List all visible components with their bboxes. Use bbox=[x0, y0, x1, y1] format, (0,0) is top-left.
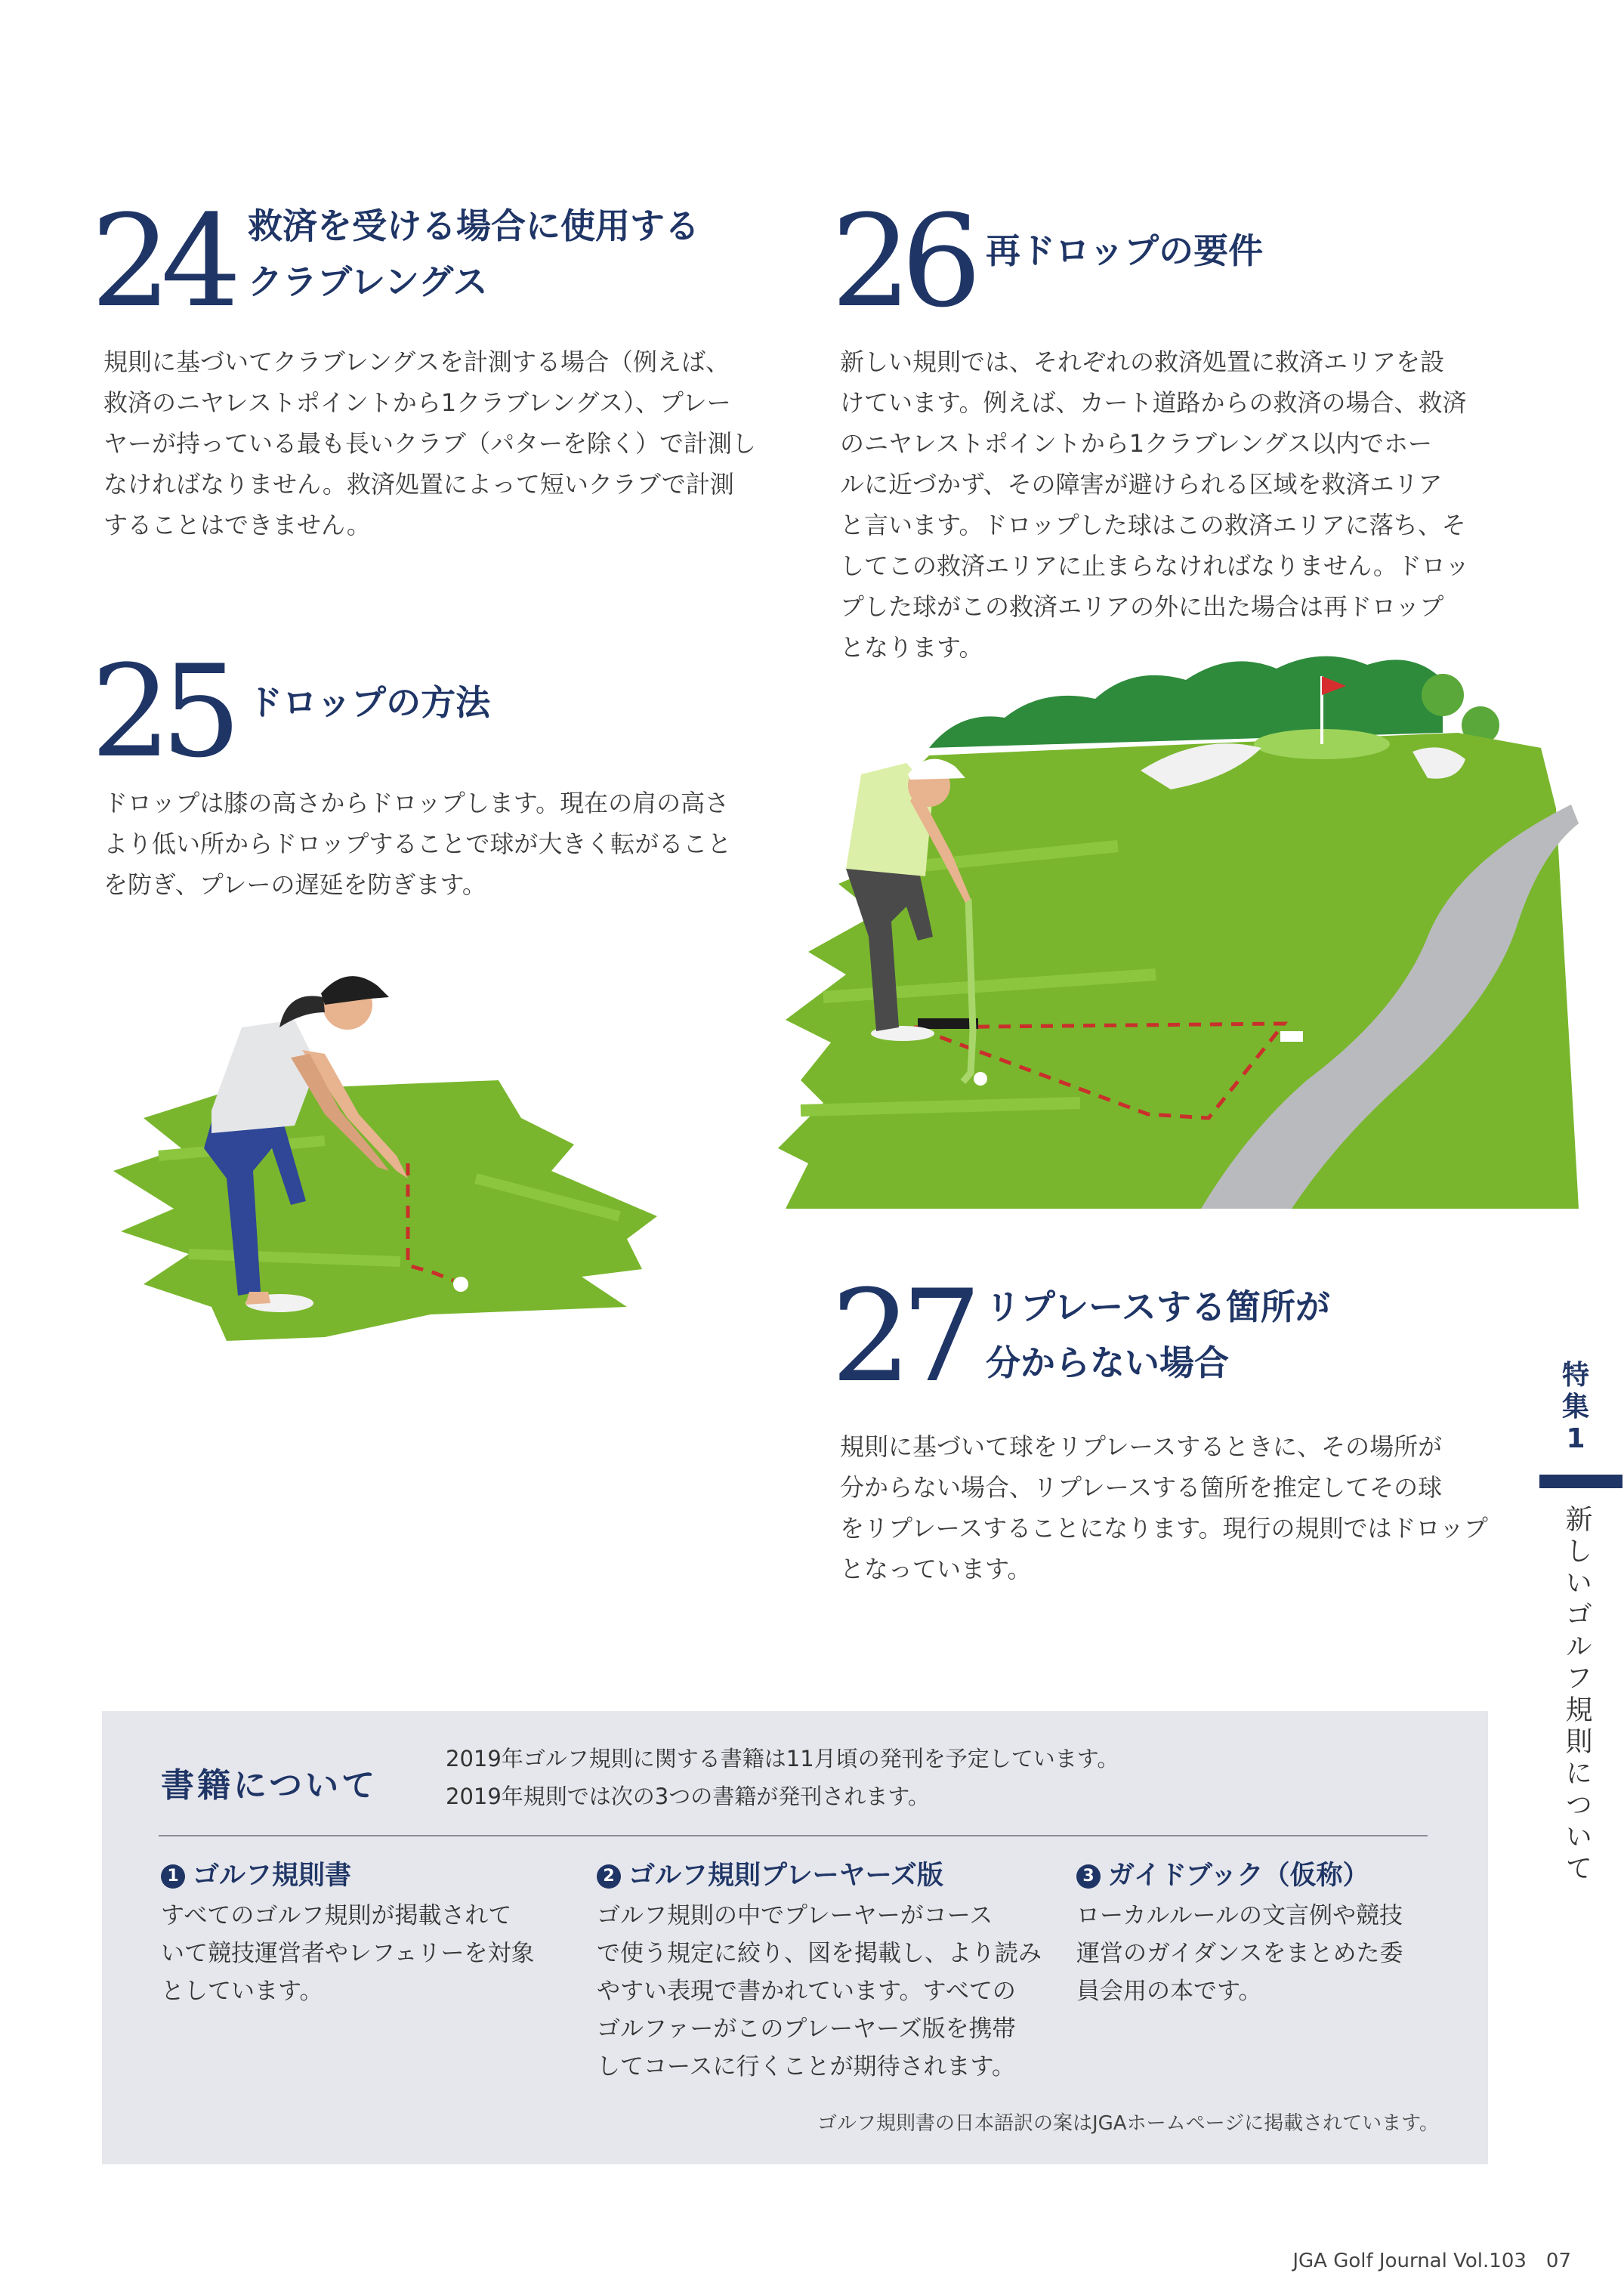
intro-line: 2019年ゴルフ規則に関する書籍は11月頃の発刊を予定しています。 bbox=[446, 1746, 1119, 1771]
book-item bbox=[597, 1855, 1065, 2086]
body-line: プした球がこの救済エリアの外に出た場合は再ドロップ bbox=[840, 592, 1444, 621]
body-line: 規則に基づいてクラブレングスを計測する場合（例えば、 bbox=[103, 347, 730, 376]
tree bbox=[1422, 674, 1464, 716]
book-description bbox=[1076, 1897, 1469, 2010]
desc-line: やすい表現で書かれています。すべての bbox=[597, 1978, 1016, 2005]
section-26-title bbox=[986, 223, 1263, 279]
page-footer bbox=[1273, 2250, 1571, 2272]
body-line: となります。 bbox=[840, 633, 983, 662]
body-line: 新しい規則では、それぞれの救済処置に救済エリアを設 bbox=[840, 347, 1445, 376]
body-line: をリプレースすることになります。現行の規則ではドロップ bbox=[840, 1514, 1488, 1543]
side-tab-char: 1 bbox=[1566, 1423, 1585, 1454]
page-number: 07 bbox=[1545, 2250, 1571, 2272]
section-25-number: 25 bbox=[91, 638, 231, 786]
side-tab-vertical-text: 新しいゴルフ規則について bbox=[1561, 1505, 1592, 1886]
body-line: のニヤレストポイントから1クラブレングス以内でホー bbox=[840, 429, 1433, 458]
book-description bbox=[597, 1897, 1065, 2086]
relief-area-illustration bbox=[778, 619, 1616, 1209]
intro-line: 2019年規則では次の3つの書籍が発刊されます。 bbox=[446, 1784, 930, 1809]
book-heading bbox=[1076, 1855, 1469, 1897]
desc-line: としています。 bbox=[161, 1978, 323, 2005]
desc-line: してコースに行くことが期待されます。 bbox=[597, 2053, 1015, 2080]
title-line: 分からない場合 bbox=[986, 1342, 1229, 1383]
section-26-number: 26 bbox=[831, 187, 971, 335]
golf-ball bbox=[453, 1277, 468, 1292]
body-line: ルに近づかず、その障害が避けられる区域を救済エリア bbox=[840, 470, 1443, 499]
side-tab-char: 特 bbox=[1561, 1360, 1589, 1391]
desc-line: ゴルフ規則の中でプレーヤーがコース bbox=[597, 1902, 993, 1929]
book-heading bbox=[161, 1855, 584, 1897]
body-line: 規則に基づいて球をリプレースするときに、その場所が bbox=[840, 1432, 1443, 1461]
books-panel bbox=[102, 1711, 1488, 2164]
grass-patch bbox=[113, 1080, 657, 1341]
books-intro bbox=[446, 1740, 1119, 1815]
desc-line: 員会用の本です。 bbox=[1076, 1978, 1262, 2005]
golfer-hair bbox=[279, 996, 325, 1027]
desc-line: ゴルファーがこのプレーヤーズ版を携帯 bbox=[597, 2015, 1016, 2043]
section-25-title bbox=[248, 675, 490, 731]
section-27-number: 27 bbox=[831, 1262, 971, 1410]
body-line: となっています。 bbox=[840, 1555, 1032, 1583]
body-line: することはできません。 bbox=[103, 511, 371, 539]
desc-line: すべてのゴルフ規則が掲載されて bbox=[161, 1902, 512, 1929]
journal-name: JGA Golf Journal Vol.103 bbox=[1292, 2250, 1527, 2272]
body-line: けています。例えば、カート道路からの救済の場合、救済 bbox=[840, 388, 1467, 417]
section-24-number: 24 bbox=[91, 187, 231, 335]
side-tab-bar bbox=[1539, 1475, 1622, 1488]
section-24-title bbox=[248, 198, 699, 310]
section-24-body bbox=[103, 341, 783, 545]
body-line: と言います。ドロップした球はこの救済エリアに落ち、そ bbox=[840, 511, 1466, 539]
title-line: 救済を受ける場合に使用する bbox=[248, 205, 699, 246]
side-tab bbox=[1541, 1360, 1616, 1898]
desc-line: いて競技運営者やレフェリーを対象 bbox=[161, 1940, 535, 1967]
section-27-body bbox=[840, 1426, 1520, 1589]
divider bbox=[159, 1835, 1428, 1836]
title-line: リプレースする箇所が bbox=[986, 1286, 1330, 1327]
number-badge: 1 bbox=[161, 1864, 185, 1889]
body-line: より低い所からドロップすることで球が大きく転がること bbox=[103, 829, 732, 858]
body-line: ヤーが持っている最も長いクラブ（パターを除く）で計測し bbox=[103, 429, 757, 458]
section-27-title bbox=[986, 1279, 1330, 1391]
number-badge: 2 bbox=[597, 1864, 621, 1889]
golfer-cap bbox=[321, 976, 389, 1005]
body-line: を防ぎ、プレーの遅延を防ぎます。 bbox=[103, 870, 486, 899]
drop-golfer-illustration bbox=[98, 929, 672, 1352]
number-badge: 3 bbox=[1076, 1864, 1101, 1889]
book-name: ゴルフ規則プレーヤーズ版 bbox=[628, 1861, 943, 1891]
book-name: ゴルフ規則書 bbox=[193, 1861, 352, 1891]
book-item bbox=[161, 1855, 584, 2010]
desc-line: 運営のガイダンスをまとめた委 bbox=[1076, 1940, 1403, 1967]
title-line: 再ドロップの要件 bbox=[986, 230, 1264, 271]
desc-line: で使う規定に絞り、図を掲載し、より読み bbox=[597, 1940, 1042, 1967]
title-line: ドロップの方法 bbox=[248, 682, 491, 723]
section-25-body bbox=[103, 783, 783, 905]
book-description bbox=[161, 1897, 584, 2010]
book-name: ガイドブック（仮称） bbox=[1108, 1861, 1369, 1891]
golf-ball bbox=[974, 1072, 987, 1086]
body-line: なければなりません。救済処置によって短いクラブで計測 bbox=[103, 470, 734, 499]
books-title: 書籍について bbox=[161, 1766, 378, 1805]
golfer-leg bbox=[245, 1292, 270, 1305]
books-note: ゴルフ規則書の日本語訳の案はJGAホームページに掲載されています。 bbox=[817, 2112, 1439, 2135]
body-line: 分からない場合、リプレースする箇所を推定してその球 bbox=[840, 1473, 1443, 1502]
desc-line: ローカルルールの文言例や競技 bbox=[1076, 1902, 1403, 1929]
body-line: 救済のニヤレストポイントから1クラブレングス）、プレー bbox=[103, 388, 731, 417]
tee-marker bbox=[1280, 1031, 1303, 1042]
side-tab-char: 集 bbox=[1561, 1392, 1589, 1422]
book-item bbox=[1076, 1855, 1469, 2010]
body-line: してこの救済エリアに止まらなければなりません。ドロッ bbox=[840, 551, 1470, 580]
book-heading bbox=[597, 1855, 1065, 1897]
title-line: クラブレングス bbox=[248, 261, 488, 302]
side-tab-label bbox=[1553, 1360, 1598, 1455]
body-line: ドロップは膝の高さからドロップします。現在の肩の高さ bbox=[103, 789, 730, 817]
